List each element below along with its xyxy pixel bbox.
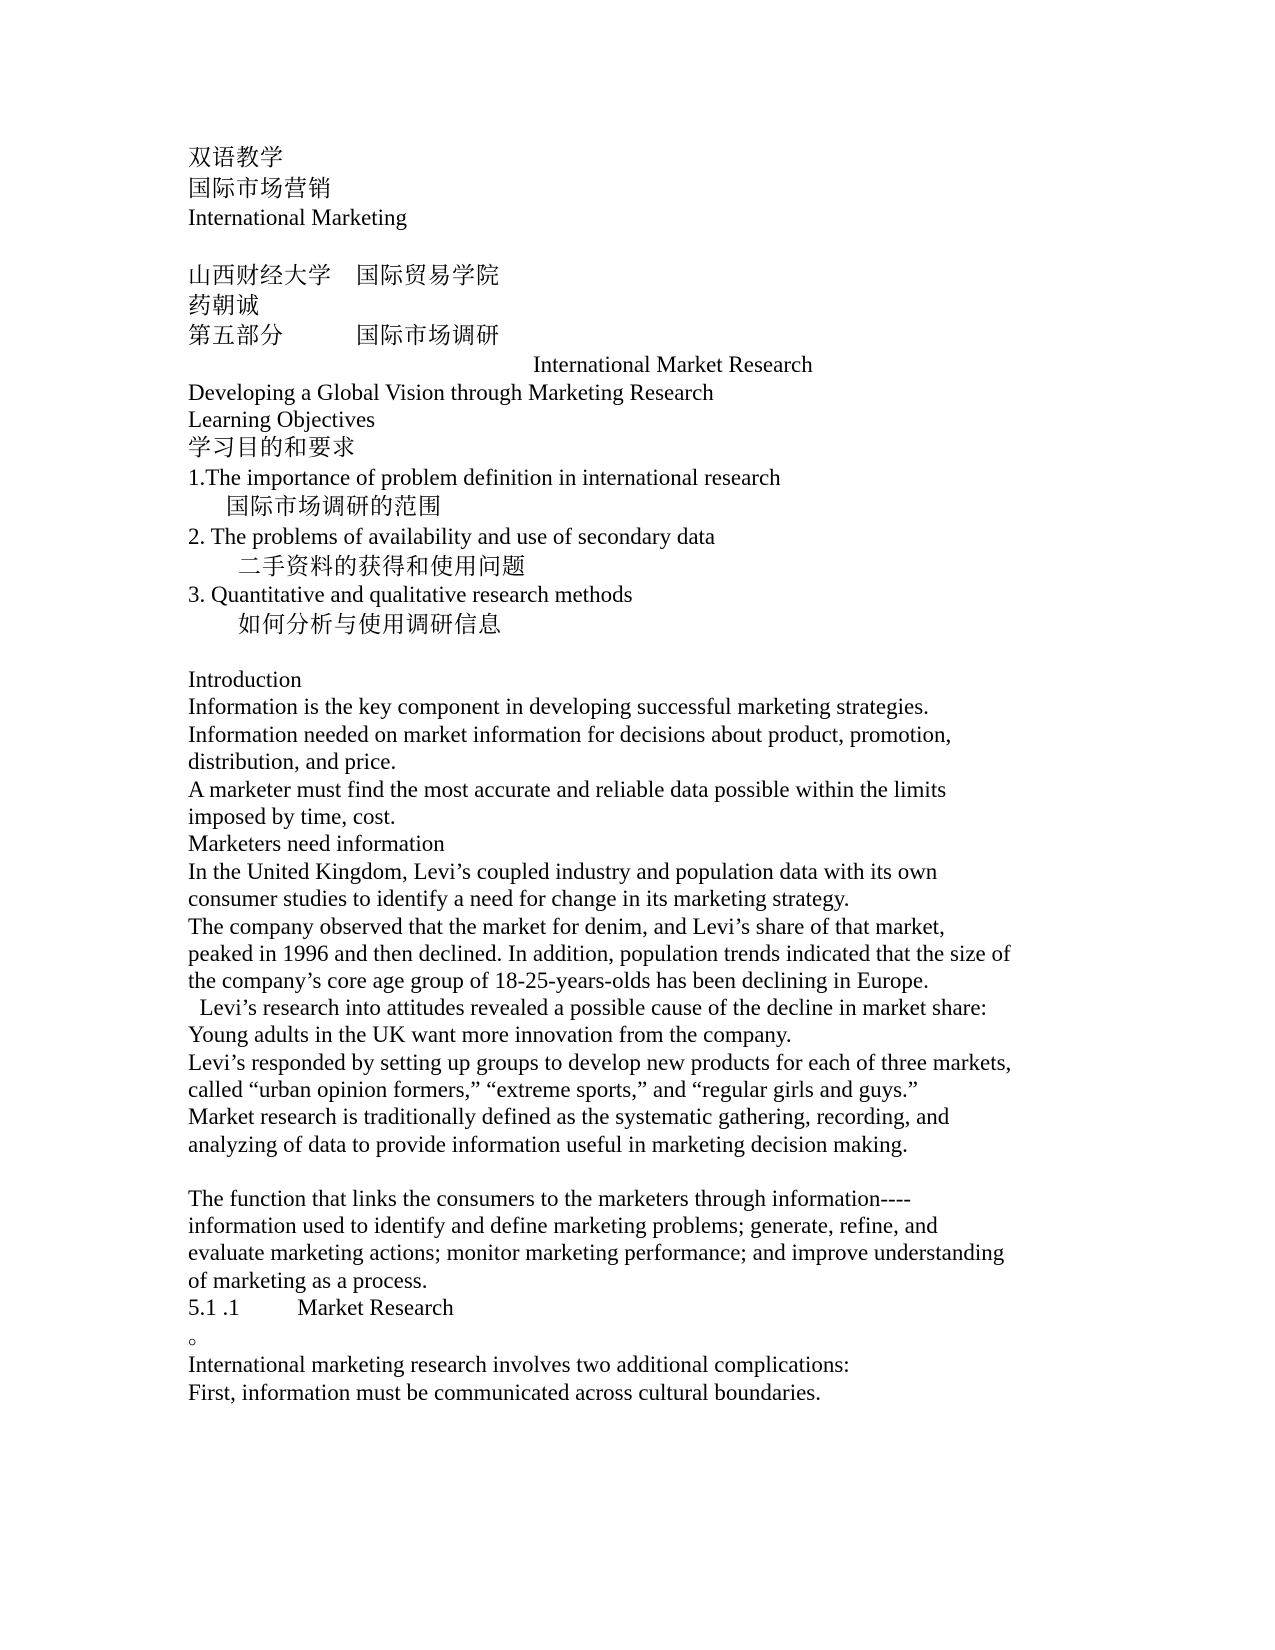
final-line: First, information must be communicated across cultural boundaries. [188,1380,821,1405]
body-line: Marketers need information [188,831,445,856]
objective-3-en: 3. Quantitative and qualitative research methods [188,582,633,607]
header-line-1: 双语教学 [188,145,284,170]
objective-2-cn: 二手资料的获得和使用问题 [238,554,526,579]
function-line: information used to identify and define marketing problems; generate, refine, and [188,1213,938,1238]
body-line: peaked in 1996 and then declined. In addition, population trends indicated that the size of [188,941,1011,966]
body-line: The company observed that the market for denim, and Levi’s share of that market, [188,914,945,939]
body-line: consumer studies to identify a need for change in its marketing strategy. [188,886,850,911]
part-english-title: International Market Research [533,352,813,377]
body-line: distribution, and price. [188,749,397,774]
body-line: Levi’s responded by setting up groups to develop new products for each of three markets, [188,1050,1012,1075]
objective-1-cn: 国际市场调研的范围 [226,494,442,519]
objective-3-cn: 如何分析与使用调研信息 [238,612,502,637]
body-line: Information is the key component in developing successful marketing strategies. [188,694,929,719]
objectives-heading-cn: 学习目的和要求 [188,435,356,460]
section-heading: 5.1 .1 Market Research [188,1295,454,1320]
header-line-3: International Marketing [188,205,408,230]
body-line: Information needed on market information for decisions about product, promotion, [188,722,952,747]
body-line: Market research is traditionally defined as the systematic gathering, recording, and [188,1104,950,1129]
body-line: Young adults in the UK want more innovation from the company. [188,1022,792,1047]
introduction-heading: Introduction [188,667,302,692]
author-affiliation: 山西财经大学 国际贸易学院 [188,263,500,288]
part-title: 第五部分 国际市场调研 [188,323,500,348]
document-subtitle: Developing a Global Vision through Marketing Research [188,380,714,405]
function-line: The function that links the consumers to the marketers through information---- [188,1186,912,1211]
objectives-heading-en: Learning Objectives [188,407,376,432]
body-line: Levi’s research into attitudes revealed a possible cause of the decline in market share: [188,995,987,1020]
body-line: called “urban opinion formers,” “extreme sports,” and “regular girls and guys.” [188,1077,918,1102]
body-line: imposed by time, cost. [188,804,396,829]
objective-1-en: 1.The importance of problem definition in international research [188,465,781,490]
function-line: evaluate marketing actions; monitor marketing performance; and improve understanding [188,1240,1005,1265]
header-line-2: 国际市场营销 [188,176,332,201]
body-line: In the United Kingdom, Levi’s coupled industry and population data with its own [188,859,938,884]
body-line: A marketer must find the most accurate and reliable data possible within the limits [188,777,947,802]
section-period: 。 [188,1323,211,1348]
function-line: of marketing as a process. [188,1268,428,1293]
objective-2-en: 2. The problems of availability and use of secondary data [188,524,716,549]
author-name: 药朝诚 [188,293,260,318]
final-line: International marketing research involves two additional complications: [188,1352,850,1377]
body-line: the company’s core age group of 18-25-years-olds has been declining in Europe. [188,968,929,993]
body-line: analyzing of data to provide information useful in marketing decision making. [188,1132,908,1157]
